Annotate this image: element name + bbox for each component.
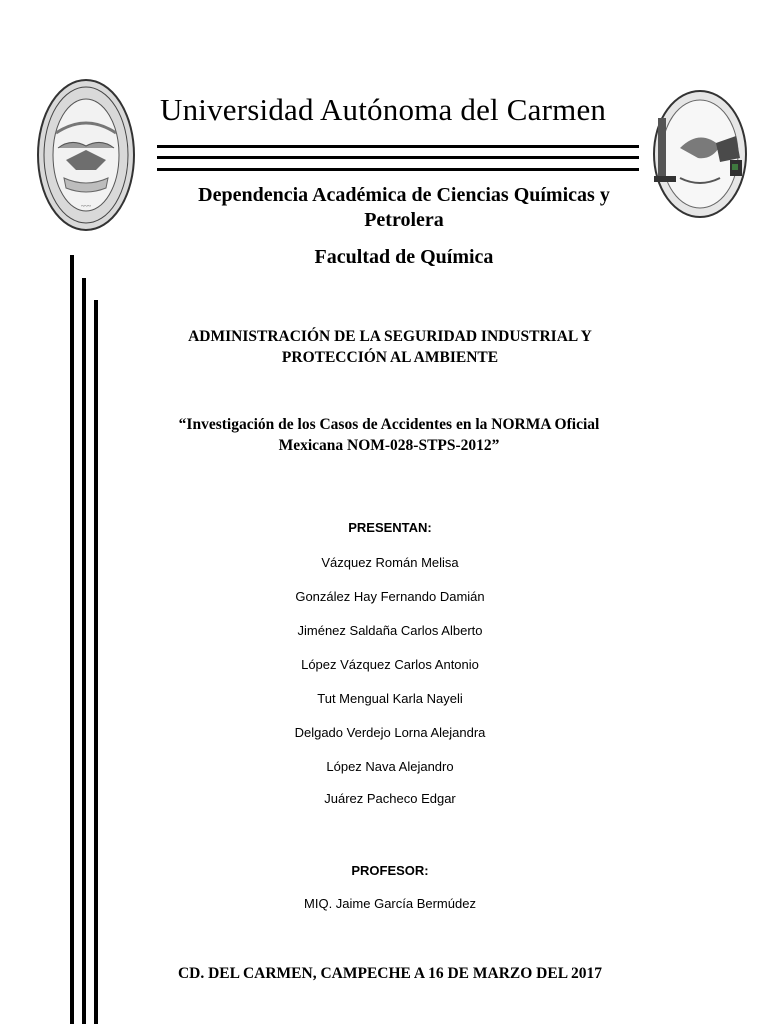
dependency-name: Dependencia Académica de Ciencias Químicas y Petrolera	[198, 184, 610, 231]
presenter-name: Tut Mengual Karla Nayeli	[317, 691, 463, 706]
svg-text:~~~: ~~~	[81, 204, 91, 210]
presenters-label: PRESENTAN:	[348, 520, 432, 535]
university-seal-left	[36, 78, 136, 233]
presenter-name: Delgado Verdejo Lorna Alejandra	[294, 725, 486, 740]
faculty-name: Facultad de Química	[314, 246, 494, 268]
course-subject: ADMINISTRACIÓN DE LA SEGURIDAD INDUSTRIAL Y PROTECCIÓN AL AMBIENTE	[188, 328, 592, 366]
presenter-name: López Nava Alejandro	[326, 759, 454, 774]
professor-label: PROFESOR:	[351, 863, 429, 878]
header-rule-1	[157, 145, 639, 148]
header-rule-2	[157, 156, 639, 159]
faculty-seal-right	[650, 88, 750, 220]
presenter-name: Jiménez Saldaña Carlos Alberto	[297, 623, 483, 638]
decorative-bar-2	[82, 278, 86, 1024]
professor-name: MIQ. Jaime García Bermúdez	[304, 896, 476, 911]
presenter-name: López Vázquez Carlos Antonio	[301, 657, 479, 672]
presenter-name: Vázquez Román Melisa	[321, 555, 459, 570]
presenter-name: González Hay Fernando Damián	[295, 589, 485, 604]
header-rule-3	[157, 168, 639, 171]
decorative-bar-1	[70, 255, 74, 1024]
work-topic: “Investigación de los Casos de Accidentes en la NORMA Oficial Mexicana NOM-028-STPS-2012”	[178, 416, 600, 454]
university-title: Universidad Autónoma del Carmen	[160, 92, 607, 127]
decorative-bar-3	[94, 300, 98, 1024]
presenter-name: Juárez Pacheco Edgar	[324, 791, 456, 806]
place-and-date: CD. DEL CARMEN, CAMPECHE A 16 DE MARZO DEL 2017	[177, 965, 603, 982]
